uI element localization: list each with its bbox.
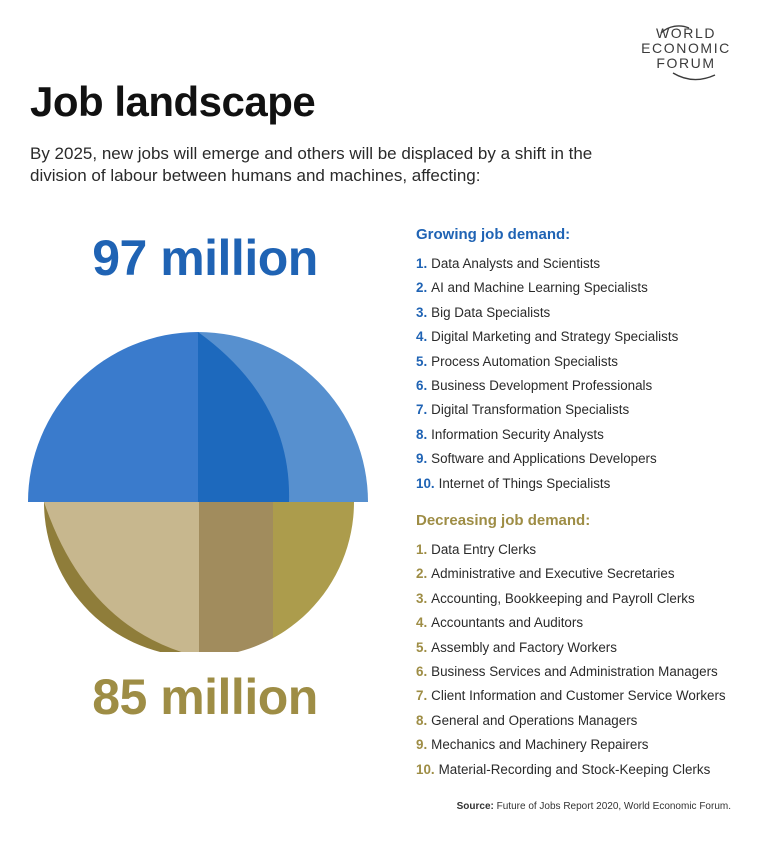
list-item-label: Client Information and Customer Service Workers: [431, 688, 726, 704]
list-item-number: 8.: [416, 712, 428, 728]
decreasing-demand-list: [416, 538, 756, 782]
list-item-label: General and Operations Managers: [431, 712, 638, 728]
list-item: [416, 758, 756, 782]
page-subtitle: By 2025, new jobs will emerge and others will be displaced by a shift in the division of labour between humans and machines, affecting:: [30, 144, 593, 185]
displaced-jobs-figure: 85 million: [92, 669, 318, 725]
logo-line-economic: ECONOMIC: [641, 40, 731, 56]
list-item-label: Digital Transformation Specialists: [431, 402, 630, 418]
list-item-label: Business Services and Administration Managers: [431, 664, 718, 680]
wef-logo: [636, 26, 736, 71]
list-item-label: Administrative and Executive Secretaries: [431, 566, 675, 582]
list-item: [416, 611, 756, 635]
list-item-label: Data Analysts and Scientists: [431, 256, 601, 271]
list-item-number: 5.: [416, 353, 428, 369]
list-item: [416, 423, 756, 447]
list-item-number: 7.: [416, 688, 428, 704]
list-item-number: 10.: [416, 761, 435, 777]
source-note: [457, 801, 731, 812]
list-item: [416, 252, 756, 276]
page-title: Job landscape: [30, 78, 316, 125]
growing-demand-heading: Growing job demand:: [416, 226, 571, 243]
bottom-right-segment: [273, 502, 363, 652]
list-item: [416, 472, 756, 496]
list-item: [416, 301, 756, 325]
list-item-label: Process Automation Specialists: [431, 353, 618, 369]
list-item-number: 9.: [416, 451, 428, 467]
list-item: [416, 325, 756, 349]
list-item: [416, 733, 756, 757]
list-item-number: 3.: [416, 590, 428, 606]
list-item-label: Digital Marketing and Strategy Specialists: [431, 329, 679, 345]
list-item-label: AI and Machine Learning Specialists: [431, 280, 648, 296]
list-item-label: Assembly and Factory Workers: [431, 639, 617, 655]
list-item: [416, 350, 756, 374]
growing-demand-section: [416, 226, 756, 496]
list-item-number: 5.: [416, 639, 428, 655]
list-item-label: Mechanics and Machinery Repairers: [431, 737, 649, 753]
list-item-number: 3.: [416, 304, 428, 320]
list-item-label: Big Data Specialists: [431, 304, 551, 320]
list-item-number: 1.: [416, 542, 428, 557]
list-item-label: Data Entry Clerks: [431, 542, 537, 557]
list-item: [416, 709, 756, 733]
list-item-number: 4.: [416, 329, 428, 345]
list-item: [416, 636, 756, 660]
decreasing-demand-section: [416, 512, 756, 782]
list-item-number: 10.: [416, 475, 435, 491]
list-item: [416, 660, 756, 684]
list-item-number: 6.: [416, 378, 428, 394]
list-item-number: 8.: [416, 426, 428, 442]
list-item-number: 9.: [416, 737, 428, 753]
list-item-label: Software and Applications Developers: [431, 451, 657, 467]
list-item: [416, 587, 756, 611]
list-item: [416, 374, 756, 398]
list-item-number: 2.: [416, 280, 428, 296]
bottom-mid-segment: [199, 502, 273, 652]
growing-demand-list: [416, 252, 756, 496]
list-item-number: 4.: [416, 615, 428, 631]
list-item-number: 6.: [416, 664, 428, 680]
source-text: Future of Jobs Report 2020, World Economic Forum.: [493, 801, 731, 812]
source-label: Source:: [456, 801, 494, 812]
list-item-number: 1.: [416, 256, 428, 271]
list-item-label: Business Development Professionals: [431, 378, 653, 394]
list-item-number: 2.: [416, 566, 428, 582]
list-item: [416, 538, 756, 562]
decreasing-demand-heading: Decreasing job demand:: [416, 512, 591, 529]
new-jobs-figure: 97 million: [92, 230, 318, 286]
list-item-label: Accounting, Bookkeeping and Payroll Clerks: [431, 590, 695, 606]
list-item-label: Internet of Things Specialists: [438, 475, 611, 491]
list-item-number: 7.: [416, 402, 428, 418]
list-item: [416, 562, 756, 586]
list-item-label: Information Security Analysts: [431, 426, 604, 442]
list-item: [416, 276, 756, 300]
logo-line-world: WORLD: [655, 25, 717, 41]
list-item: [416, 684, 756, 708]
list-item: [416, 447, 756, 471]
list-item-label: Accountants and Auditors: [431, 615, 584, 631]
job-split-circle-graphic: [27, 330, 371, 652]
list-item-label: Material-Recording and Stock-Keeping Clerks: [438, 761, 711, 777]
list-item: [416, 398, 756, 422]
logo-line-forum: FORUM: [656, 55, 716, 71]
top-half-segment: [28, 332, 198, 502]
